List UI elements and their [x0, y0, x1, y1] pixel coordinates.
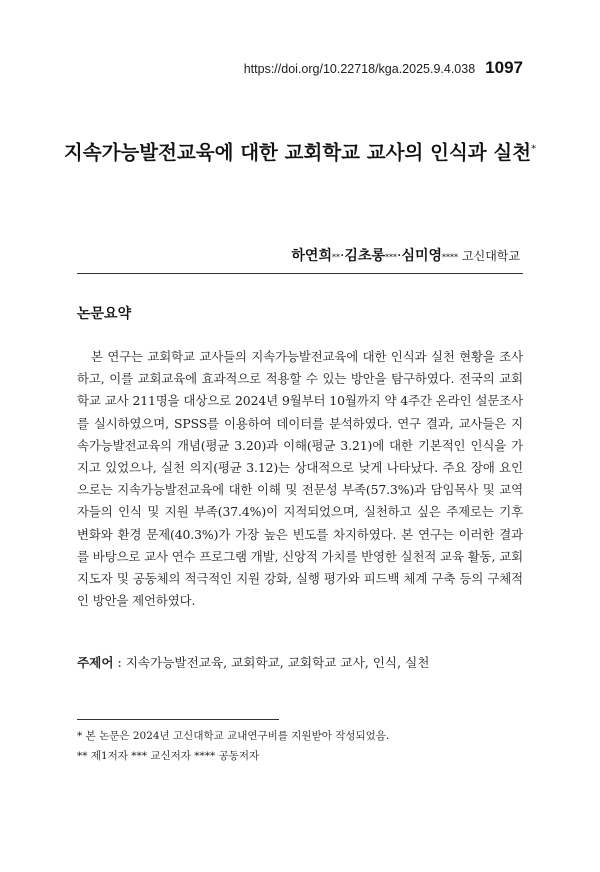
page-header [244, 58, 523, 78]
abstract-heading: 논문요약 [77, 306, 132, 322]
author-mark: **** [442, 253, 459, 262]
footnote-authors: ** 제1저자 *** 교신저자 **** 공동저자 [77, 750, 260, 762]
abstract-body: 본 연구는 교회학교 교사들의 지속가능발전교육에 대한 인식과 실천 현황을 조사하고, 이를 교회교육에 효과적으로 적용할 수 있는 방안을 탐구하였다. 전국의 교회학교 교사 211명을 대상으로 2024년 9월부터 10월까지 약 4주간 온라인 설문조사를 실시하였으며, SPSS를 이용하여 데이터를 분석하였다. 연구 결과, 교사들은 지속가능발전교육의 개념(평균 3.20)과 이해(평균 3.21)에 대한 기본적인 인식을 가지고 있었으나, 실천 의지(평균 3.12)는 상대적으로 낮게 나타났다. 주요 장애 요인으로는 지속가능발전교육에 대한 이해 및 전문성 부족(57.3%)과 담임목사 및 교역자들의 인식 및 지원 부족(37.4%)이 지적되었으며, 실천하고 싶은 주제로는 기후 변화와 환경 문제(40.3%)가 가장 높은 빈도를 차지하였다. 본 연구는 이러한 결과를 바탕으로 교사 연수 프로그램 개발, 신앙적 가치를 반영한 실천적 교육 활동, 교회 지도자 및 공동체의 적극적인 지원 강화, 실행 평가와 피드백 체계 구축 등의 구체적인 방안을 제언하였다. [77, 349, 523, 609]
title-footnote-mark: * [531, 143, 537, 155]
footnote-divider [77, 719, 279, 720]
keywords-separator: : [113, 655, 126, 670]
footnote-funding: * 본 논문은 2024년 고신대학교 교내연구비를 지원받아 작성되었음. [77, 730, 390, 742]
keywords [77, 652, 523, 671]
doi-link[interactable]: https://doi.org/10.22718/kga.2025.9.4.038 [243, 62, 476, 76]
page-number: 1097 [485, 58, 523, 77]
paper-title [0, 137, 600, 165]
author-name: 심미영 [401, 248, 443, 264]
author-mark: ** [331, 253, 340, 262]
author-mark: *** [385, 253, 397, 262]
title-divider [77, 273, 523, 274]
author-name: 김초롱 [344, 248, 385, 264]
paper-title-text: 지속가능발전교육에 대한 교회학교 교사의 인식과 실천 [63, 141, 532, 164]
author-name: 하연희 [291, 248, 332, 264]
author-line [291, 245, 520, 265]
author-separator: · [397, 248, 402, 264]
keywords-text: 지속가능발전교육, 교회학교, 교회학교 교사, 인식, 실천 [125, 655, 430, 670]
keywords-label: 주제어 [77, 655, 114, 670]
author-separator: · [339, 248, 345, 264]
affiliation: 고신대학교 [462, 249, 520, 263]
